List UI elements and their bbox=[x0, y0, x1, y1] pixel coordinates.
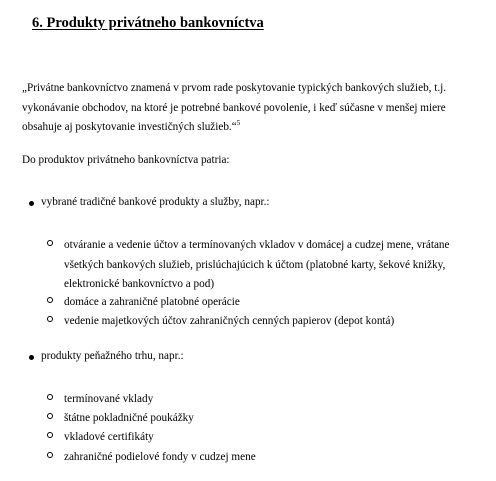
quote-line-1: „Privátne bankovníctvo znamená v prvom rade poskytovanie typických bankových služieb, t.j. bbox=[22, 82, 447, 94]
sub-item-line: otváranie a vedenie účtov a termínovaných vkladov v domácej a cudzej mene, vrátane bbox=[64, 239, 450, 251]
sub-item-line: štátne pokladničné poukážky bbox=[64, 412, 194, 424]
sub-item-line: domáce a zahraničné platobné operácie bbox=[64, 296, 240, 308]
intro-text: Do produktov privátneho bankovníctva patria: bbox=[22, 154, 230, 166]
quote-line-3 bbox=[22, 118, 487, 138]
circle-bullet-icon bbox=[47, 413, 53, 419]
section-heading: 6. Produkty privátneho bankovníctva bbox=[32, 15, 264, 31]
bullet-dot-icon bbox=[29, 201, 34, 206]
circle-bullet-icon bbox=[47, 316, 53, 322]
sub-item-line: vedenie majetkových účtov zahraničných cenných papierov (depot kontá) bbox=[64, 315, 395, 327]
circle-bullet-icon bbox=[47, 452, 53, 458]
bullet-label: produkty peňažného trhu, napr.: bbox=[41, 350, 184, 362]
bullet-dot-icon bbox=[29, 355, 34, 360]
quote-line-2: vykonávanie obchodov, na ktoré je potrebné bankové povolenie, i keď súčasne v menšej miere bbox=[22, 101, 446, 114]
circle-bullet-icon bbox=[47, 240, 53, 246]
footnote-marker[interactable]: 5 bbox=[236, 119, 241, 127]
quote-paragraph bbox=[22, 79, 487, 138]
sub-item-line: vkladové certifikáty bbox=[64, 431, 154, 443]
bullet-label: vybrané tradičné bankové produkty a služby, napr.: bbox=[41, 196, 270, 208]
sub-item-line: elektronické bankovníctvo a pod) bbox=[64, 278, 215, 290]
sub-item-line: zahraničné podielové fondy v cudzej mene bbox=[64, 451, 256, 463]
circle-bullet-icon bbox=[47, 432, 53, 438]
circle-bullet-icon bbox=[47, 297, 53, 303]
sub-item-line: všetkých bankových služieb, prislúchajúcich k účtom (platobné karty, šekové knižky, bbox=[64, 258, 446, 271]
quote-line-3-text: obsahuje aj poskytovanie investičných služieb.“ bbox=[22, 121, 237, 133]
sub-item-line: termínované vklady bbox=[64, 393, 154, 405]
circle-bullet-icon bbox=[47, 394, 53, 400]
